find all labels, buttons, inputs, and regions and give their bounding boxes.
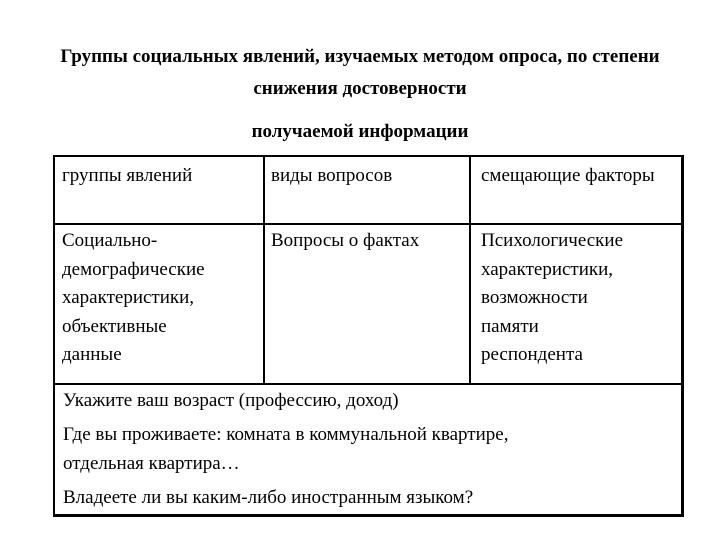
examples-divider: [55, 383, 681, 385]
table-cell-phenomena-group: Социально- демографические характеристики, объективные данные: [62, 230, 205, 365]
header-divider: [55, 223, 681, 225]
header-cell-bias-factors: смещающие факторы: [481, 165, 655, 186]
example-question-residence-continued: отдельная квартира…: [63, 453, 240, 474]
column-divider-1: [263, 157, 265, 385]
table-cell-question-type: Вопросы о фактах: [271, 230, 420, 251]
document-subtitle: получаемой информации: [251, 121, 469, 142]
document-title: Группы социальных явлений, изучаемых методом опроса, по степени снижения достоверности: [60, 46, 660, 99]
column-divider-2: [469, 157, 471, 385]
example-question-residence: Где вы проживаете: комната в коммунальной квартире,: [63, 424, 509, 445]
example-question-language: Владеете ли вы каким-либо иностранным языком?: [63, 487, 474, 508]
example-questions: [63, 386, 675, 512]
example-question-age: Укажите ваш возраст (профессию, доход): [63, 390, 399, 411]
survey-table: [53, 155, 684, 517]
header-cell-phenomena-groups: группы явлений: [62, 165, 193, 186]
header-cell-question-types: виды вопросов: [271, 165, 393, 186]
table-cell-bias-factor: Психологические характеристики, возможности памяти респондента: [481, 230, 624, 365]
